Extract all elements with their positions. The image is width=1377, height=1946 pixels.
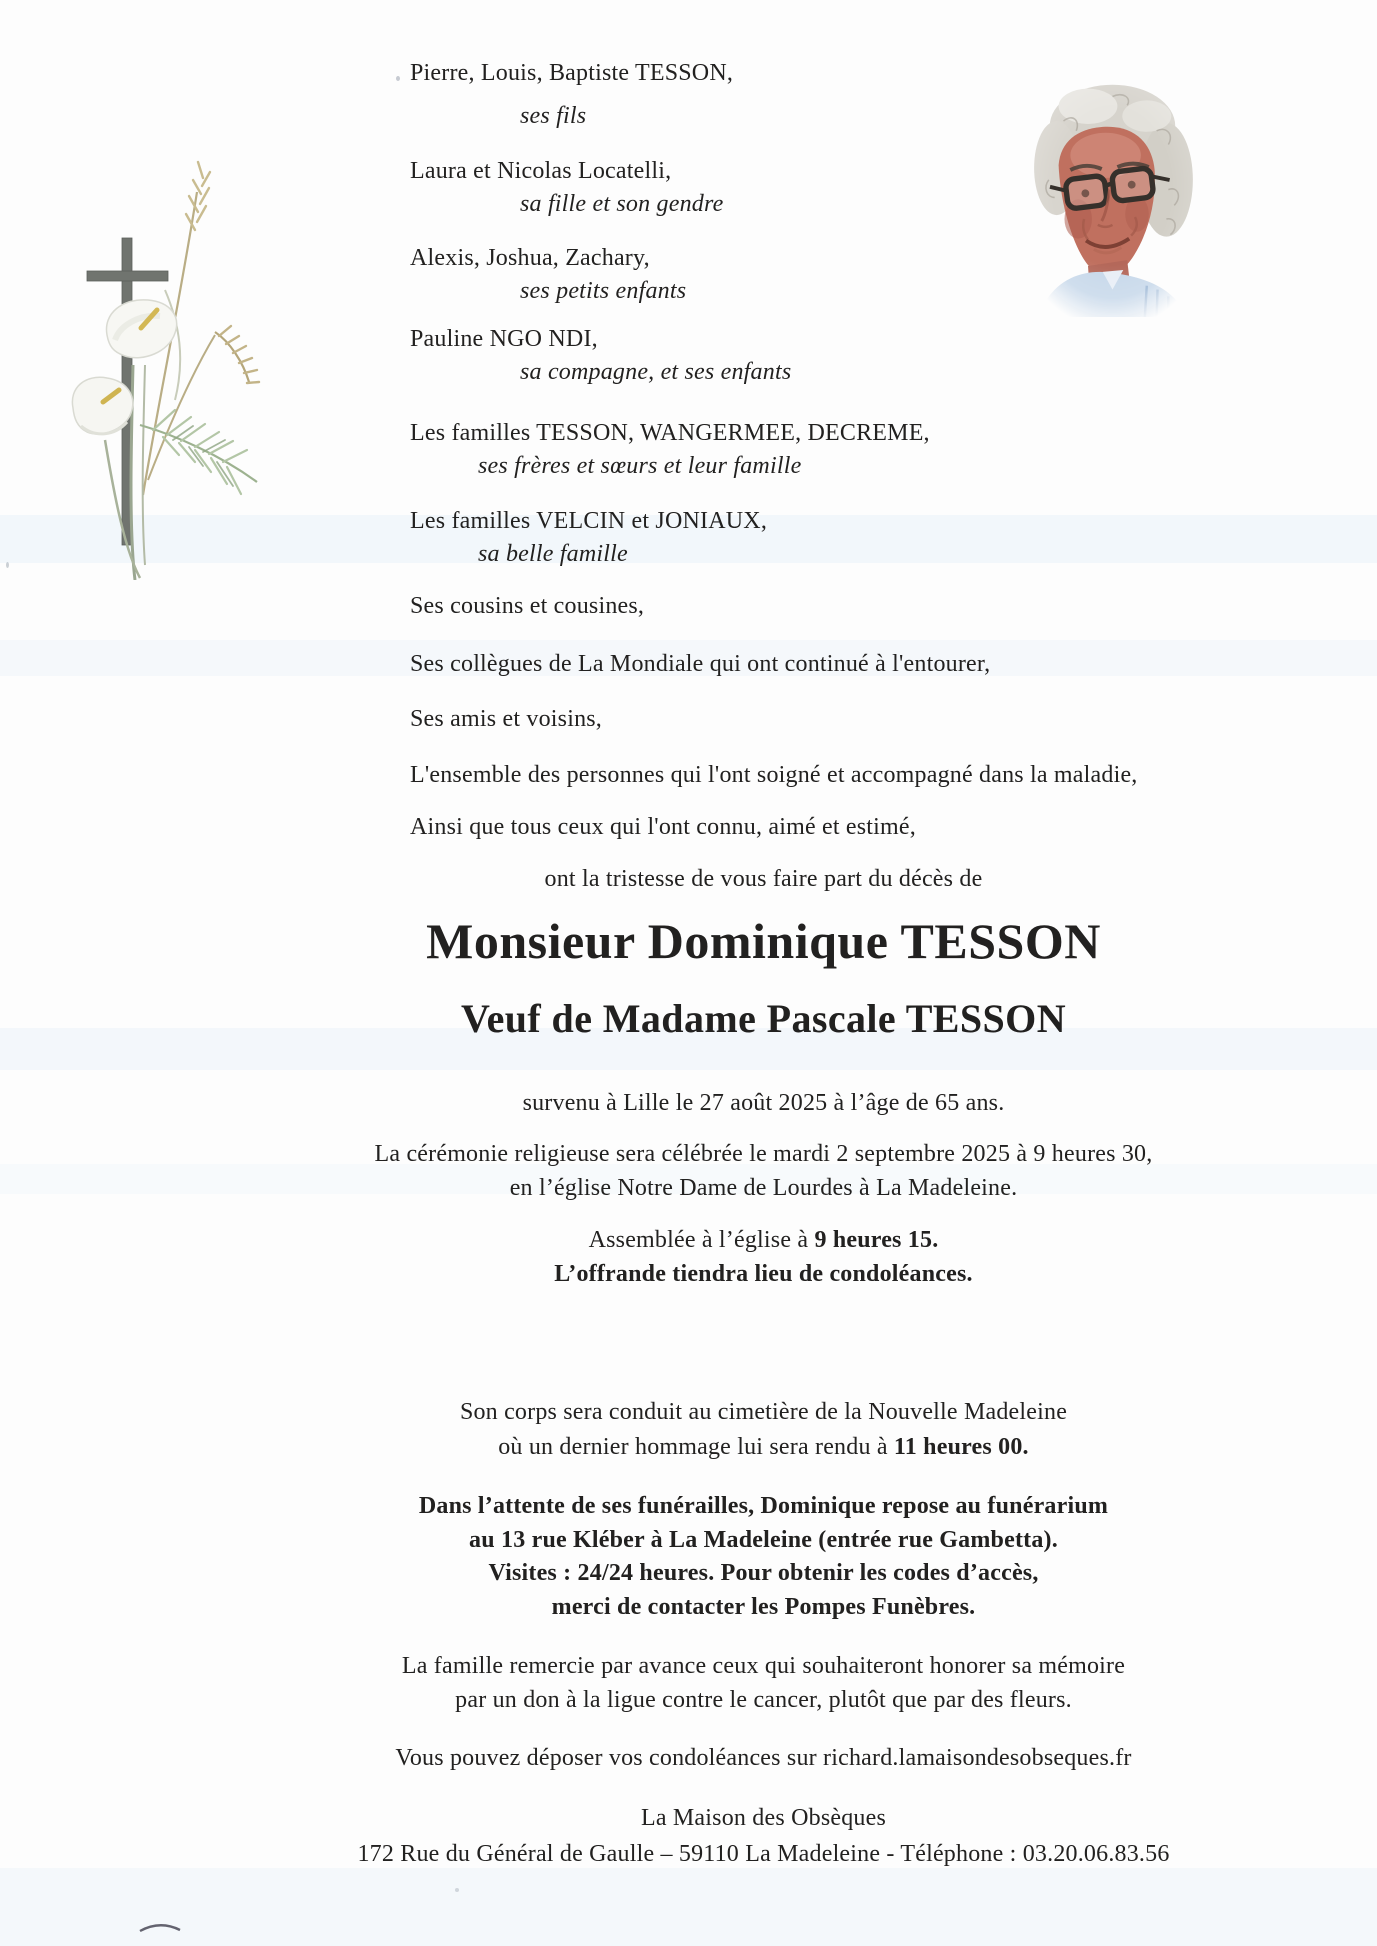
mourners-line: Ses cousins et cousines, <box>410 593 645 619</box>
family-names: Laura et Nicolas Locatelli, <box>410 158 672 184</box>
scan-mark <box>138 1922 182 1934</box>
family-names: Les familles VELCIN et JONIAUX, <box>410 508 768 534</box>
family-relation: ses frères et sœurs et leur famille <box>478 453 802 479</box>
scan-speck <box>396 76 400 81</box>
condolences-line: Vous pouvez déposer vos condoléances sur richard.lamaisondesobseques.fr <box>395 1745 1132 1771</box>
assembly-prefix: Assemblée à l’église à <box>588 1227 815 1253</box>
funerarium-line: merci de contacter les Pompes Funèbres. <box>551 1594 976 1620</box>
burial-prefix: où un dernier hommage lui sera rendu à <box>498 1434 894 1460</box>
family-relation: ses fils <box>520 103 587 129</box>
mourners-line: Ainsi que tous ceux qui l'ont connu, aimé et estimé, <box>410 814 916 840</box>
mourners-line: L'ensemble des personnes qui l'ont soigné et accompagné dans la maladie, <box>410 762 1138 788</box>
burial-time: 11 heures 00. <box>893 1434 1029 1460</box>
scan-tint-band <box>0 1868 1377 1946</box>
ceremony-line-2: en l’église Notre Dame de Lourdes à La Madeleine. <box>509 1175 1018 1201</box>
family-names: Les familles TESSON, WANGERMEE, DECREME, <box>410 420 930 446</box>
funerarium-line: au 13 rue Kléber à La Madeleine (entrée rue Gambetta). <box>469 1527 1058 1553</box>
burial-line-1: Son corps sera conduit au cimetière de la Nouvelle Madeleine <box>459 1399 1068 1425</box>
death-details-line: survenu à Lille le 27 août 2025 à l’âge de 65 ans. <box>522 1090 1005 1116</box>
funerarium-line: Dans l’attente de ses funérailles, Dominique repose au funérarium <box>418 1493 1109 1519</box>
family-relation: sa compagne, et ses enfants <box>520 359 792 385</box>
ceremony-line-1: La cérémonie religieuse sera célébrée le mardi 2 septembre 2025 à 9 heures 30, <box>374 1141 1153 1167</box>
family-relation: ses petits enfants <box>520 278 687 304</box>
announcement-line: ont la tristesse de vous faire part du décès de <box>544 866 983 892</box>
deceased-subtitle: Veuf de Madame Pascale TESSON <box>461 996 1066 1041</box>
cross-and-lilies-illustration <box>45 150 275 580</box>
mourners-line: Ses collègues de La Mondiale qui ont continué à l'entourer, <box>410 651 991 677</box>
scan-speck <box>455 1888 459 1892</box>
deceased-portrait-photo <box>1015 72 1210 317</box>
offering-line: L’offrande tiendra lieu de condoléances. <box>554 1261 973 1287</box>
funerarium-line: Visites : 24/24 heures. Pour obtenir les codes d’accès, <box>488 1560 1039 1586</box>
assembly-time: 9 heures 15. <box>814 1227 939 1253</box>
family-relation: sa belle famille <box>478 541 628 567</box>
assembly-line <box>150 1227 1377 1254</box>
family-names: Alexis, Joshua, Zachary, <box>410 245 650 271</box>
mourners-line: Ses amis et voisins, <box>410 706 603 732</box>
deceased-name: Monsieur Dominique TESSON <box>426 913 1101 969</box>
portrait-photo <box>1015 72 1210 317</box>
family-names: Pierre, Louis, Baptiste TESSON, <box>410 60 734 86</box>
scan-speck <box>6 562 9 568</box>
funeral-home-name: La Maison des Obsèques <box>640 1805 887 1831</box>
funeral-home-address: 172 Rue du Général de Gaulle – 59110 La Madeleine - Téléphone : 03.20.06.83.56 <box>357 1841 1170 1867</box>
thanks-line-2: par un don à la ligue contre le cancer, plutôt que par des fleurs. <box>455 1687 1072 1713</box>
thanks-line-1: La famille remercie par avance ceux qui souhaiteront honorer sa mémoire <box>401 1653 1126 1679</box>
burial-line-2 <box>150 1434 1377 1461</box>
family-names: Pauline NGO NDI, <box>410 326 598 352</box>
cross-icon <box>45 150 275 580</box>
family-relation: sa fille et son gendre <box>520 191 724 217</box>
